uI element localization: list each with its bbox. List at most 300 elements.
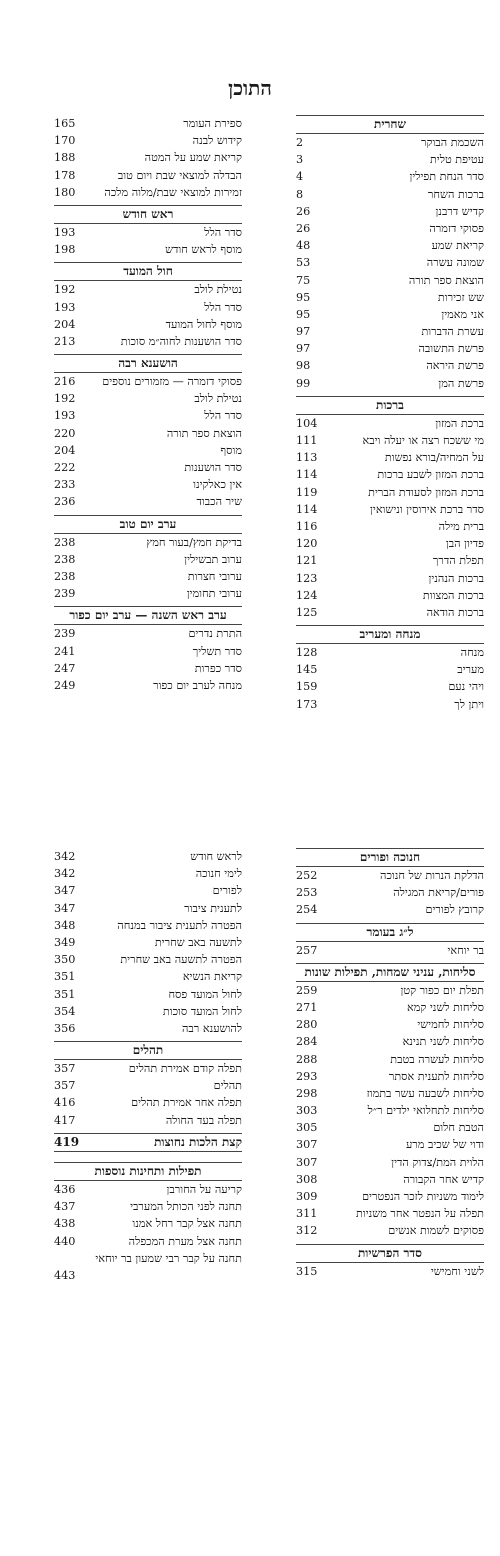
toc-entry[interactable]	[54, 534, 242, 551]
toc-section	[54, 1162, 242, 1284]
toc-entry[interactable]	[296, 1154, 484, 1171]
toc-entry[interactable]	[296, 203, 484, 220]
toc-entry[interactable]	[54, 677, 242, 694]
toc-entry[interactable]	[296, 1188, 484, 1205]
toc-entry[interactable]	[296, 678, 484, 695]
entry-page: 351	[54, 987, 76, 1001]
entry-label: קדיש אחר הקבורה	[403, 1172, 484, 1186]
entry-label: ברכות השחר	[427, 187, 484, 201]
entry-page: 298	[296, 1086, 318, 1100]
toc-column-left-bottom	[54, 848, 242, 1284]
entry-label: הדלקת הנרות של חנוכה	[380, 869, 484, 882]
entry-page: 252	[296, 869, 318, 882]
toc-entry[interactable]	[296, 357, 484, 374]
section-heading: הושענא רבה	[54, 354, 242, 373]
toc-entry[interactable]	[54, 1215, 242, 1232]
toc-section	[296, 923, 484, 959]
entry-label: נטילת לולב	[194, 392, 242, 406]
toc-entry[interactable]	[54, 1198, 242, 1215]
toc-entry[interactable]	[296, 289, 484, 306]
page-title: התוכן	[228, 76, 272, 100]
entry-page: 124	[296, 588, 318, 602]
entry-page: 303	[296, 1104, 318, 1118]
entry-label: פסוקי דזמרה — מזמורים נוספים	[102, 375, 242, 389]
entry-label: אני מאמין	[441, 307, 484, 321]
entry-label: מעריב	[457, 663, 484, 677]
entry-page: 239	[54, 627, 76, 641]
toc-entry[interactable]	[296, 1068, 484, 1085]
entry-label: לחול המועד פסח	[168, 987, 242, 1001]
entry-page: 145	[296, 663, 318, 677]
entry-page: 2	[296, 136, 304, 149]
entry-label: להושענא רבה	[181, 1021, 242, 1035]
toc-entry[interactable]	[54, 241, 242, 258]
toc-entry[interactable]	[54, 900, 242, 917]
toc-entry[interactable]	[296, 340, 484, 357]
entry-page: 438	[54, 1217, 76, 1231]
entry-label: השכמת הבוקר	[420, 136, 484, 149]
toc-section	[296, 625, 484, 713]
entry-page: 213	[54, 334, 76, 348]
toc-entry[interactable]	[54, 917, 242, 934]
toc-entry[interactable]	[54, 625, 242, 642]
toc-entry[interactable]	[296, 272, 484, 289]
entry-page: 247	[54, 661, 76, 675]
toc-entry[interactable]	[54, 1003, 242, 1020]
entry-page: 288	[296, 1052, 318, 1066]
section-heading: ל״ג בעומר	[296, 923, 484, 942]
toc-entry[interactable]	[54, 1134, 242, 1151]
entry-label: לתענית ציבור	[184, 901, 242, 915]
entry-page: 238	[54, 569, 76, 583]
toc-entry[interactable]	[54, 1112, 242, 1129]
toc-entry[interactable]	[54, 986, 242, 1003]
entry-page: 342	[54, 850, 76, 863]
toc-entry[interactable]	[54, 373, 242, 390]
entry-page: 307	[296, 1155, 318, 1169]
entry-page: 436	[54, 1183, 76, 1196]
toc-entry[interactable]	[54, 1077, 242, 1094]
entry-label: מי ששכח רצה או יעלה ויבא	[362, 434, 484, 447]
toc-entry[interactable]	[296, 449, 484, 466]
toc-entry[interactable]	[54, 333, 242, 350]
entry-page: 220	[54, 426, 76, 440]
toc-entry[interactable]	[296, 1051, 484, 1068]
toc-entry[interactable]	[296, 237, 484, 254]
entry-label: שיר הכבוד	[196, 495, 242, 509]
entry-page: 113	[296, 451, 318, 465]
toc-entry[interactable]	[296, 375, 484, 392]
entry-page: 120	[296, 537, 318, 551]
entry-label: תחנה לפני הכותל המערבי	[130, 1200, 242, 1214]
entry-label: מנחה לערב יום כפור	[153, 678, 242, 692]
entry-label: עטיפת טלית	[429, 153, 484, 167]
entry-label: סדר הלל	[204, 300, 242, 314]
entry-label: עשרת הדברות	[421, 325, 484, 339]
toc-entry[interactable]	[54, 551, 242, 568]
toc-entry[interactable]	[54, 568, 242, 585]
toc-entry[interactable]	[296, 999, 484, 1016]
toc-entry[interactable]	[296, 661, 484, 678]
entry-label: מוסף לחול המועד	[165, 317, 242, 331]
entry-page: 351	[54, 970, 76, 984]
toc-entry[interactable]	[296, 254, 484, 271]
entry-label: ערובי חצרות	[187, 569, 242, 583]
entry-label: לימוד משניות לזכר הנפטרים	[362, 1190, 484, 1203]
entry-page: 173	[296, 697, 318, 711]
entry-page: 356	[54, 1021, 76, 1035]
entry-label: ספירת העומר	[183, 117, 242, 130]
toc-entry[interactable]	[296, 644, 484, 661]
entry-label: הלוית המת/צדוק הדין	[391, 1155, 484, 1169]
entry-page: 114	[296, 502, 318, 516]
entry-label: סליחות לשבעה עשר בתמוז	[366, 1086, 484, 1100]
entry-page: 309	[296, 1190, 318, 1203]
entry-page: 249	[54, 678, 76, 692]
entry-page: 193	[54, 225, 76, 239]
entry-page: 188	[54, 151, 76, 165]
toc-entry[interactable]	[54, 934, 242, 951]
entry-label: סליחות לחמישי	[417, 1018, 484, 1032]
entry-label: קדיש דרבנן	[435, 204, 484, 218]
entry-label: ערוב תבשילין	[184, 552, 242, 566]
toc-entry[interactable]	[54, 865, 242, 882]
toc-section	[54, 1041, 242, 1129]
entry-label: ויהי נעם	[448, 680, 484, 694]
toc-entry[interactable]	[296, 1016, 484, 1033]
entry-page: 116	[296, 519, 318, 533]
entry-label: תפלה קודם אמירת תהלים	[128, 1062, 242, 1076]
entry-page: 417	[54, 1113, 76, 1127]
entry-page: 53	[296, 256, 311, 270]
entry-label	[75, 1267, 242, 1284]
entry-page: 170	[54, 134, 76, 148]
entry-label: תחנה אצל קבר רחל אמנו	[132, 1217, 242, 1231]
toc-entry[interactable]	[54, 149, 242, 166]
entry-label: סדר כפרות	[194, 661, 242, 675]
toc-entry[interactable]	[54, 442, 242, 459]
toc-entry[interactable]	[296, 535, 484, 552]
entry-page: 419	[54, 1134, 80, 1149]
entry-label: שש זכירות	[437, 290, 484, 304]
entry-page: 204	[54, 443, 76, 457]
toc-entry[interactable]	[54, 224, 242, 241]
section-heading: תפילות ותחינות נוספות	[54, 1162, 242, 1181]
entry-label: תחנה אצל מערת המכפלה	[128, 1234, 242, 1248]
toc-entry[interactable]	[54, 951, 242, 968]
entry-page: 95	[296, 307, 311, 321]
toc-entry[interactable]	[54, 585, 242, 602]
entry-label: בר יוחאי	[447, 943, 484, 957]
entry-label: ברכות המצוות	[422, 588, 484, 602]
entry-label: הטבת חלום	[433, 1121, 484, 1135]
entry-label: פרשת התשובה	[418, 342, 484, 356]
toc-entry[interactable]	[296, 134, 484, 151]
toc-entry[interactable]	[296, 518, 484, 535]
toc-entry[interactable]	[296, 1222, 484, 1239]
entry-label: לחול המועד סוכות	[162, 1004, 242, 1018]
toc-entry[interactable]	[296, 186, 484, 203]
entry-label: תחנה על קבר רבי שמעון בר יוחאי	[95, 1251, 242, 1265]
entry-label: ברכת המזון לסעודת הברית	[368, 485, 484, 499]
toc-entry[interactable]	[296, 1085, 484, 1102]
entry-page: 233	[54, 478, 76, 492]
entry-label: הפטרה לתשעה באב שחרית	[120, 953, 242, 967]
entry-page: 193	[54, 300, 76, 314]
entry-label: ברכות הנהנין	[428, 571, 484, 585]
entry-page: 8	[296, 187, 304, 201]
toc-entry[interactable]	[54, 476, 242, 493]
entry-label: סדר הלל	[204, 409, 242, 423]
entry-page: 192	[54, 283, 76, 297]
entry-label: סליחות לתחלואי ילדים ר״ל	[367, 1104, 484, 1118]
toc-entry[interactable]	[54, 1060, 242, 1077]
entry-page: 114	[296, 468, 318, 482]
entry-page: 357	[54, 1062, 76, 1076]
entry-page: 104	[296, 416, 318, 430]
toc-section	[54, 354, 242, 511]
entry-label: לימי חנוכה	[195, 867, 242, 881]
entry-label: שמונה עשרה	[426, 256, 484, 270]
toc-entry[interactable]	[54, 459, 242, 476]
toc-entry[interactable]	[296, 901, 484, 918]
toc-entry[interactable]	[54, 316, 242, 333]
entry-label: קידוש לבנה	[192, 134, 242, 148]
entry-page: 216	[54, 375, 76, 389]
entry-label: אין כאלקינו	[193, 478, 242, 492]
entry-label: תפלה אחר אמירת תהלים	[131, 1096, 242, 1110]
toc-entry[interactable]	[54, 643, 242, 660]
entry-label: ערובי תחומין	[186, 587, 242, 601]
toc-entry[interactable]	[54, 1020, 242, 1037]
entry-page: 97	[296, 325, 311, 339]
entry-page: 349	[54, 935, 76, 949]
toc-entry[interactable]	[54, 660, 242, 677]
section-heading: ערב יום טוב	[54, 515, 242, 534]
entry-label: תפלת יום כפור קטן	[400, 983, 484, 997]
toc-entry[interactable]	[54, 281, 242, 298]
entry-page: 95	[296, 290, 311, 304]
toc-section	[296, 1244, 484, 1280]
toc-entry[interactable]	[296, 1205, 484, 1222]
toc-entry[interactable]	[54, 968, 242, 985]
entry-page: 293	[296, 1069, 318, 1083]
entry-page: 239	[54, 587, 76, 601]
toc-entry[interactable]	[54, 1233, 242, 1250]
entry-label: תפלת הדרך	[432, 554, 484, 568]
entry-label: פדיון הבן	[445, 537, 484, 551]
toc-entry[interactable]	[296, 604, 484, 621]
toc-entry[interactable]	[296, 220, 484, 237]
entry-page: 357	[54, 1079, 76, 1093]
toc-entry[interactable]	[296, 587, 484, 604]
toc-entry[interactable]	[296, 942, 484, 959]
entry-page: 48	[296, 239, 311, 253]
entry-label: לפורים	[212, 884, 242, 898]
toc-entry[interactable]	[296, 466, 484, 483]
toc-entry[interactable]	[54, 299, 242, 316]
entry-page: 311	[296, 1207, 318, 1221]
toc-entry[interactable]	[296, 1033, 484, 1050]
toc-entry[interactable]	[54, 1267, 242, 1284]
entry-page: 178	[54, 168, 76, 182]
entry-label: ויתן לך	[454, 697, 484, 711]
entry-label: מוסף לראש חודש	[165, 243, 242, 257]
entry-page: 222	[54, 461, 76, 474]
entry-label: ברית מילה	[438, 519, 484, 533]
entry-label: תפלה בעד החולה	[165, 1113, 242, 1127]
toc-entry[interactable]	[54, 848, 242, 865]
entry-label: סדר הושענות לחוה״מ סוכות	[120, 334, 242, 348]
entry-label: סליחות לשני תנינא	[402, 1035, 484, 1049]
entry-label: סדר הלל	[204, 225, 242, 239]
entry-label: קרובץ לפורים	[425, 903, 484, 917]
entry-label: על המחיה/בורא נפשות	[384, 451, 484, 465]
toc-entry[interactable]	[296, 1102, 484, 1119]
entry-page: 280	[296, 1018, 318, 1032]
toc-entry[interactable]	[296, 168, 484, 185]
toc-entry[interactable]	[54, 882, 242, 899]
entry-page: 241	[54, 644, 76, 658]
toc-section	[54, 205, 242, 258]
entry-page: 180	[54, 185, 76, 199]
entry-page: 354	[54, 1004, 76, 1018]
entry-page: 123	[296, 571, 318, 585]
entry-page: 128	[296, 646, 318, 660]
entry-label: סדר הושענות	[184, 461, 242, 474]
entry-page: 159	[296, 680, 318, 694]
toc-entry[interactable]	[54, 184, 242, 201]
toc-section	[54, 115, 242, 201]
entry-label: מוסף	[220, 443, 242, 457]
toc-section	[54, 606, 242, 694]
toc-entry[interactable]	[54, 132, 242, 149]
entry-page: 26	[296, 204, 311, 218]
entry-page: 347	[54, 901, 76, 915]
entry-label: ברכות הודאה	[426, 605, 484, 619]
toc-section	[296, 115, 484, 392]
entry-page: 97	[296, 342, 311, 356]
entry-page: 121	[296, 554, 318, 568]
entry-page: 198	[54, 243, 76, 257]
toc-section	[296, 396, 484, 621]
toc-entry[interactable]	[54, 1094, 242, 1111]
entry-label: קריאת שמע	[431, 239, 484, 253]
entry-label: סליחות לעשרה בטבת	[390, 1052, 484, 1066]
toc-entry[interactable]	[54, 407, 242, 424]
section-heading: חול המועד	[54, 262, 242, 281]
entry-label: זמירות למוצאי שבת/מלוה מלכה	[104, 185, 242, 199]
toc-entry[interactable]	[54, 493, 242, 510]
toc-entry[interactable]	[296, 306, 484, 323]
section-heading: סדר הפרשיות	[296, 1244, 484, 1263]
entry-page: 307	[296, 1138, 318, 1152]
toc-entry[interactable]	[296, 323, 484, 340]
entry-page: 238	[54, 535, 76, 549]
section-heading: תהלים	[54, 1041, 242, 1060]
entry-label: קריעה על החורבן	[166, 1183, 242, 1196]
toc-entry[interactable]	[296, 696, 484, 713]
entry-label: קריאת שמע על המטה	[144, 151, 242, 165]
entry-label: פסוקים לשמות אנשים	[388, 1224, 484, 1238]
entry-page: 4	[296, 170, 304, 184]
toc-entry[interactable]	[54, 425, 242, 442]
entry-page: 347	[54, 884, 76, 898]
entry-label: הוצאת ספר תורה	[166, 426, 242, 440]
entry-page: 259	[296, 983, 318, 997]
entry-page: 75	[296, 273, 311, 287]
entry-page: 437	[54, 1200, 76, 1214]
section-heading: ברכות	[296, 396, 484, 415]
toc-section	[54, 262, 242, 350]
entry-label: נטילת לולב	[194, 283, 242, 297]
entry-label: ברכת המזון לשבע ברכות	[377, 468, 484, 482]
toc-entry[interactable]	[296, 982, 484, 999]
section-heading: ראש חודש	[54, 205, 242, 224]
entry-page: 204	[54, 317, 76, 331]
entry-page: 308	[296, 1172, 318, 1186]
toc-entry[interactable]	[296, 151, 484, 168]
toc-entry[interactable]	[296, 1263, 484, 1280]
entry-page: 443	[54, 1268, 76, 1282]
toc-entry[interactable]	[296, 484, 484, 501]
entry-label: תפלה על הנפטר אחר משניות	[356, 1207, 484, 1221]
section-heading: ערב ראש השנה — ערב יום כפור	[54, 606, 242, 625]
entry-label: ברכת המזון	[435, 416, 484, 430]
toc-entry[interactable]	[54, 115, 242, 132]
section-heading: שחרית	[296, 115, 484, 134]
entry-label: קצת הלכות נחוצות	[154, 1134, 242, 1149]
toc-entry[interactable]	[54, 167, 242, 184]
entry-page: 99	[296, 376, 311, 390]
entry-page: 416	[54, 1096, 76, 1110]
entry-page: 111	[296, 434, 318, 447]
toc-entry[interactable]	[296, 1119, 484, 1136]
section-heading: מנחה ומעריב	[296, 625, 484, 644]
toc-entry[interactable]	[54, 1250, 242, 1267]
toc-section	[54, 848, 242, 1037]
entry-page: 192	[54, 392, 76, 406]
entry-label: סדר ברכת אירוסין ונישואין	[370, 502, 484, 516]
entry-page: 348	[54, 918, 76, 932]
toc-entry[interactable]	[296, 1171, 484, 1188]
entry-label: הפטרה לתענית ציבור במנחה	[117, 918, 242, 932]
entry-page: 257	[296, 943, 318, 957]
toc-entry[interactable]	[296, 884, 484, 901]
toc-entry[interactable]	[54, 390, 242, 407]
entry-page: 125	[296, 605, 318, 619]
toc-entry[interactable]	[296, 415, 484, 432]
entry-page: 26	[296, 221, 311, 235]
entry-label: פורים/קריאת המגילה	[393, 886, 484, 900]
entry-page: 271	[296, 1000, 318, 1014]
toc-entry[interactable]	[296, 1136, 484, 1153]
toc-column-right-top	[296, 115, 484, 713]
entry-page: 305	[296, 1121, 318, 1135]
toc-entry[interactable]	[296, 432, 484, 449]
toc-entry[interactable]	[296, 867, 484, 884]
entry-page: 238	[54, 552, 76, 566]
toc-entry[interactable]	[296, 552, 484, 569]
toc-section	[296, 848, 484, 919]
toc-entry[interactable]	[296, 570, 484, 587]
toc-entry[interactable]	[54, 1181, 242, 1198]
entry-label: סדר תשליך	[192, 644, 242, 658]
entry-label: הוצאת ספר תורה	[408, 273, 484, 287]
entry-page: 342	[54, 867, 76, 881]
entry-page: 350	[54, 953, 76, 967]
toc-entry[interactable]	[296, 501, 484, 518]
